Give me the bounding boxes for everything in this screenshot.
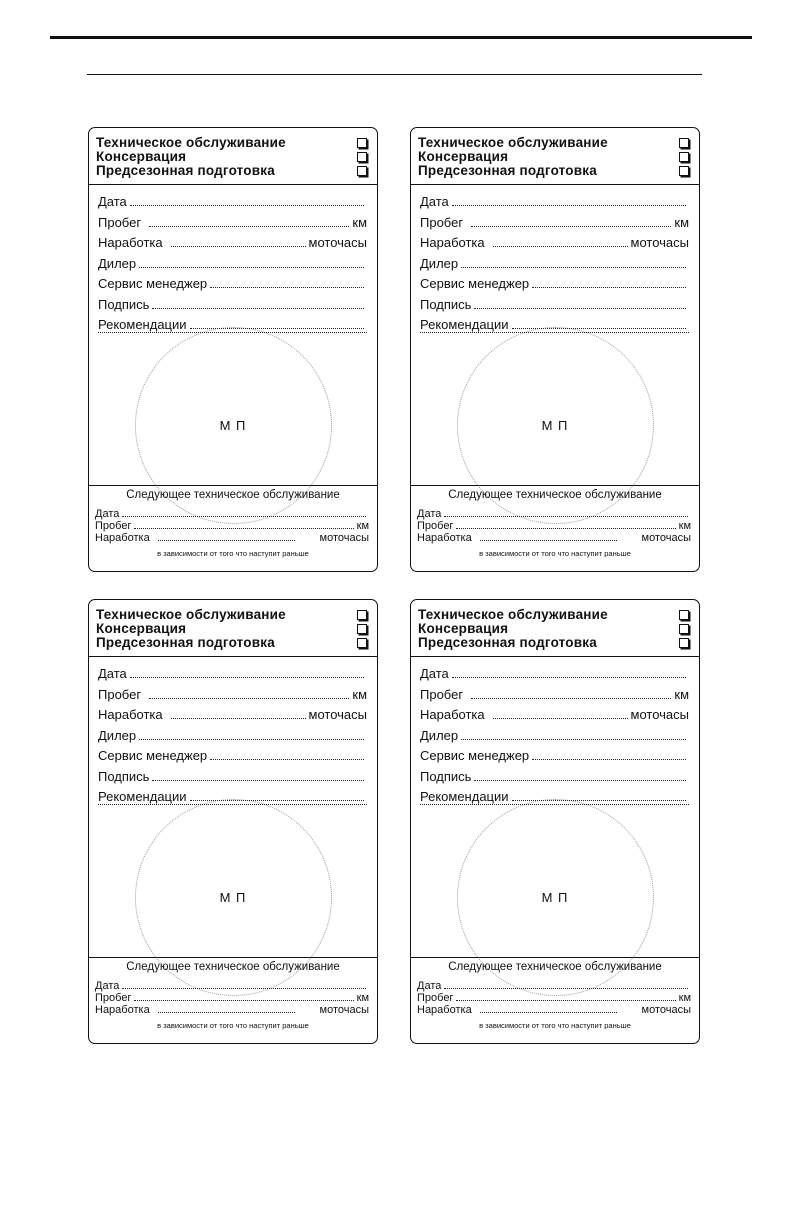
next-mileage-label: Пробег — [95, 520, 132, 532]
next-date-label: Дата — [417, 508, 442, 520]
card-header — [411, 600, 699, 657]
date-field[interactable] — [98, 666, 367, 682]
recommendations-extra-line[interactable] — [98, 332, 367, 333]
hours-field[interactable] — [420, 707, 689, 723]
hours-unit: моточасы — [630, 235, 689, 250]
next-hours-unit: моточасы — [319, 1004, 369, 1016]
next-date-label: Дата — [95, 980, 120, 992]
conservation-option — [96, 150, 377, 164]
recommendations-line — [190, 789, 364, 801]
maintenance-option — [418, 608, 699, 622]
mileage-field[interactable] — [98, 215, 367, 231]
service-manager-label: Сервис менеджер — [98, 276, 208, 291]
service-manager-line — [210, 748, 364, 760]
maintenance-label: Техническое обслуживание — [418, 607, 608, 622]
next-date-label: Дата — [417, 980, 442, 992]
next-service-title: Следующее техническое обслуживание — [126, 489, 340, 501]
mileage-field[interactable] — [420, 215, 689, 231]
header-rule — [87, 74, 702, 75]
date-field[interactable] — [420, 194, 689, 210]
next-hours-label: Наработка — [95, 1004, 150, 1016]
preseason-checkbox[interactable] — [357, 166, 367, 176]
next-hours-label: Наработка — [417, 1004, 472, 1016]
date-label: Дата — [420, 194, 449, 209]
next-mileage-line — [456, 991, 675, 1001]
conservation-label: Консервация — [418, 149, 509, 164]
next-mileage-unit: км — [678, 520, 691, 532]
recommendations-line — [512, 317, 686, 329]
conservation-label: Консервация — [96, 149, 187, 164]
dealer-line — [139, 256, 364, 268]
maintenance-option — [96, 136, 377, 150]
recommendations-extra-line[interactable] — [98, 804, 367, 805]
mileage-unit: км — [352, 686, 367, 702]
maintenance-label: Техническое обслуживание — [418, 135, 608, 150]
signature-line — [152, 769, 364, 781]
service-manager-field[interactable] — [420, 748, 689, 764]
service-card — [88, 127, 378, 572]
hours-label: Наработка — [98, 707, 163, 722]
mileage-label: Пробег — [420, 686, 464, 702]
signature-field[interactable] — [98, 297, 367, 313]
signature-label: Подпись — [98, 768, 150, 784]
service-card — [88, 599, 378, 1044]
mileage-label: Пробег — [98, 686, 142, 702]
mileage-line — [471, 215, 671, 227]
preseason-label: Предсезонная подготовка — [418, 635, 597, 650]
next-hours-unit: моточасы — [319, 532, 369, 544]
service-manager-label: Сервис менеджер — [420, 276, 530, 291]
mileage-unit: км — [352, 214, 367, 230]
dealer-line — [461, 256, 686, 268]
next-service-note: в зависимости от того что наступит раньше — [157, 1021, 309, 1030]
next-hours-field[interactable] — [417, 1003, 691, 1015]
dealer-field[interactable] — [420, 728, 689, 744]
hours-field[interactable] — [420, 235, 689, 251]
next-mileage-field[interactable] — [95, 991, 369, 1003]
dealer-label: Дилер — [420, 727, 459, 743]
conservation-checkbox[interactable] — [679, 152, 689, 162]
dealer-field[interactable] — [420, 256, 689, 272]
card-header — [89, 600, 377, 657]
next-hours-label: Наработка — [417, 532, 472, 544]
signature-line — [152, 297, 364, 309]
preseason-checkbox[interactable] — [679, 166, 689, 176]
next-service-section — [411, 486, 699, 572]
date-line — [130, 666, 364, 678]
next-date-field[interactable] — [417, 979, 691, 991]
next-date-line — [122, 979, 366, 989]
next-hours-label: Наработка — [95, 532, 150, 544]
preseason-label: Предсезонная подготовка — [96, 163, 275, 178]
next-service-title: Следующее техническое обслуживание — [126, 961, 340, 973]
recommendations-label: Рекомендации — [98, 317, 187, 332]
next-mileage-label: Пробег — [417, 992, 454, 1004]
service-manager-label: Сервис менеджер — [98, 748, 208, 763]
card-body — [89, 657, 377, 958]
signature-line — [474, 769, 686, 781]
service-manager-field[interactable] — [98, 748, 367, 764]
signature-label: Подпись — [98, 296, 150, 312]
recommendations-field[interactable] — [420, 317, 689, 333]
signature-field[interactable] — [420, 769, 689, 785]
preseason-checkbox[interactable] — [357, 638, 367, 648]
conservation-label: Консервация — [96, 621, 187, 636]
hours-unit: моточасы — [630, 707, 689, 722]
next-date-label: Дата — [95, 508, 120, 520]
signature-label: Подпись — [420, 768, 472, 784]
date-label: Дата — [420, 666, 449, 681]
maintenance-checkbox[interactable] — [679, 138, 689, 148]
next-hours-line — [158, 1003, 295, 1013]
dealer-field[interactable] — [98, 256, 367, 272]
preseason-option — [96, 164, 377, 178]
next-mileage-unit: км — [356, 992, 369, 1004]
recommendations-line — [190, 317, 364, 329]
date-field[interactable] — [420, 666, 689, 682]
next-service-title: Следующее техническое обслуживание — [448, 489, 662, 501]
dealer-label: Дилер — [420, 255, 459, 271]
next-mileage-field[interactable] — [417, 991, 691, 1003]
hours-label: Наработка — [98, 235, 163, 250]
date-label: Дата — [98, 666, 127, 681]
next-date-field[interactable] — [417, 507, 691, 519]
maintenance-label: Техническое обслуживание — [96, 607, 286, 622]
maintenance-checkbox[interactable] — [679, 610, 689, 620]
next-hours-line — [480, 531, 617, 541]
mileage-field[interactable] — [420, 687, 689, 703]
hours-label: Наработка — [420, 235, 485, 250]
next-hours-line — [158, 531, 295, 541]
hours-field[interactable] — [98, 707, 367, 723]
recommendations-field[interactable] — [98, 789, 367, 805]
mileage-line — [471, 687, 671, 699]
next-service-note: в зависимости от того что наступит раньше — [479, 549, 631, 558]
next-mileage-line — [134, 519, 353, 529]
stamp-label: М П — [219, 418, 247, 433]
conservation-checkbox[interactable] — [357, 152, 367, 162]
conservation-option — [418, 622, 699, 636]
conservation-option — [418, 150, 699, 164]
preseason-option — [96, 636, 377, 650]
hours-field[interactable] — [98, 235, 367, 251]
hours-line — [493, 235, 628, 247]
next-mileage-field[interactable] — [417, 519, 691, 531]
recommendations-field[interactable] — [420, 789, 689, 805]
hours-line — [171, 707, 306, 719]
card-header — [411, 128, 699, 185]
next-mileage-unit: км — [356, 520, 369, 532]
dealer-label: Дилер — [98, 255, 137, 271]
recommendations-line — [512, 789, 686, 801]
date-field[interactable] — [98, 194, 367, 210]
next-date-line — [444, 507, 688, 517]
next-mileage-label: Пробег — [417, 520, 454, 532]
next-mileage-unit: км — [678, 992, 691, 1004]
recommendations-field[interactable] — [98, 317, 367, 333]
date-line — [452, 666, 686, 678]
maintenance-option — [418, 136, 699, 150]
maintenance-checkbox[interactable] — [357, 138, 367, 148]
date-line — [452, 194, 686, 206]
mileage-line — [149, 215, 349, 227]
date-line — [130, 194, 364, 206]
service-card — [410, 599, 700, 1044]
preseason-option — [418, 164, 699, 178]
next-hours-field[interactable] — [95, 1003, 369, 1015]
dealer-line — [139, 728, 364, 740]
preseason-option — [418, 636, 699, 650]
card-body — [411, 185, 699, 486]
next-mileage-line — [456, 519, 675, 529]
next-hours-field[interactable] — [95, 531, 369, 543]
conservation-checkbox[interactable] — [357, 624, 367, 634]
next-date-line — [122, 507, 366, 517]
next-service-section — [89, 958, 377, 1044]
next-mileage-label: Пробег — [95, 992, 132, 1004]
service-card — [410, 127, 700, 572]
next-service-note: в зависимости от того что наступит раньше — [157, 549, 309, 558]
next-date-field[interactable] — [95, 979, 369, 991]
signature-line — [474, 297, 686, 309]
card-header — [89, 128, 377, 185]
card-body — [411, 657, 699, 958]
mileage-label: Пробег — [98, 214, 142, 230]
service-manager-line — [210, 276, 364, 288]
hours-unit: моточасы — [308, 707, 367, 722]
maintenance-checkbox[interactable] — [357, 610, 367, 620]
recommendations-label: Рекомендации — [420, 789, 509, 804]
signature-field[interactable] — [420, 297, 689, 313]
recommendations-label: Рекомендации — [98, 789, 187, 804]
recommendations-label: Рекомендации — [420, 317, 509, 332]
date-label: Дата — [98, 194, 127, 209]
signature-label: Подпись — [420, 296, 472, 312]
hours-unit: моточасы — [308, 235, 367, 250]
hours-line — [171, 235, 306, 247]
preseason-label: Предсезонная подготовка — [418, 163, 597, 178]
preseason-checkbox[interactable] — [679, 638, 689, 648]
next-service-note: в зависимости от того что наступит раньше — [479, 1021, 631, 1030]
next-mileage-field[interactable] — [95, 519, 369, 531]
hours-line — [493, 707, 628, 719]
recommendations-extra-line[interactable] — [420, 804, 689, 805]
next-service-section — [89, 486, 377, 572]
maintenance-label: Техническое обслуживание — [96, 135, 286, 150]
next-hours-unit: моточасы — [641, 532, 691, 544]
service-manager-label: Сервис менеджер — [420, 748, 530, 763]
next-service-section — [411, 958, 699, 1044]
mileage-field[interactable] — [98, 687, 367, 703]
conservation-option — [96, 622, 377, 636]
service-manager-field[interactable] — [420, 276, 689, 292]
mileage-unit: км — [674, 686, 689, 702]
next-date-field[interactable] — [95, 507, 369, 519]
hours-label: Наработка — [420, 707, 485, 722]
mileage-label: Пробег — [420, 214, 464, 230]
dealer-field[interactable] — [98, 728, 367, 744]
next-mileage-line — [134, 991, 353, 1001]
card-body — [89, 185, 377, 486]
mileage-unit: км — [674, 214, 689, 230]
maintenance-option — [96, 608, 377, 622]
next-hours-unit: моточасы — [641, 1004, 691, 1016]
signature-field[interactable] — [98, 769, 367, 785]
recommendations-extra-line[interactable] — [420, 332, 689, 333]
conservation-checkbox[interactable] — [679, 624, 689, 634]
conservation-label: Консервация — [418, 621, 509, 636]
service-manager-line — [532, 276, 686, 288]
dealer-label: Дилер — [98, 727, 137, 743]
stamp-label: М П — [541, 418, 569, 433]
next-date-line — [444, 979, 688, 989]
stamp-label: М П — [541, 890, 569, 905]
preseason-label: Предсезонная подготовка — [96, 635, 275, 650]
next-service-title: Следующее техническое обслуживание — [448, 961, 662, 973]
mileage-line — [149, 687, 349, 699]
service-manager-line — [532, 748, 686, 760]
service-manager-field[interactable] — [98, 276, 367, 292]
top-rule — [50, 36, 752, 39]
next-hours-line — [480, 1003, 617, 1013]
next-hours-field[interactable] — [417, 531, 691, 543]
stamp-label: М П — [219, 890, 247, 905]
dealer-line — [461, 728, 686, 740]
